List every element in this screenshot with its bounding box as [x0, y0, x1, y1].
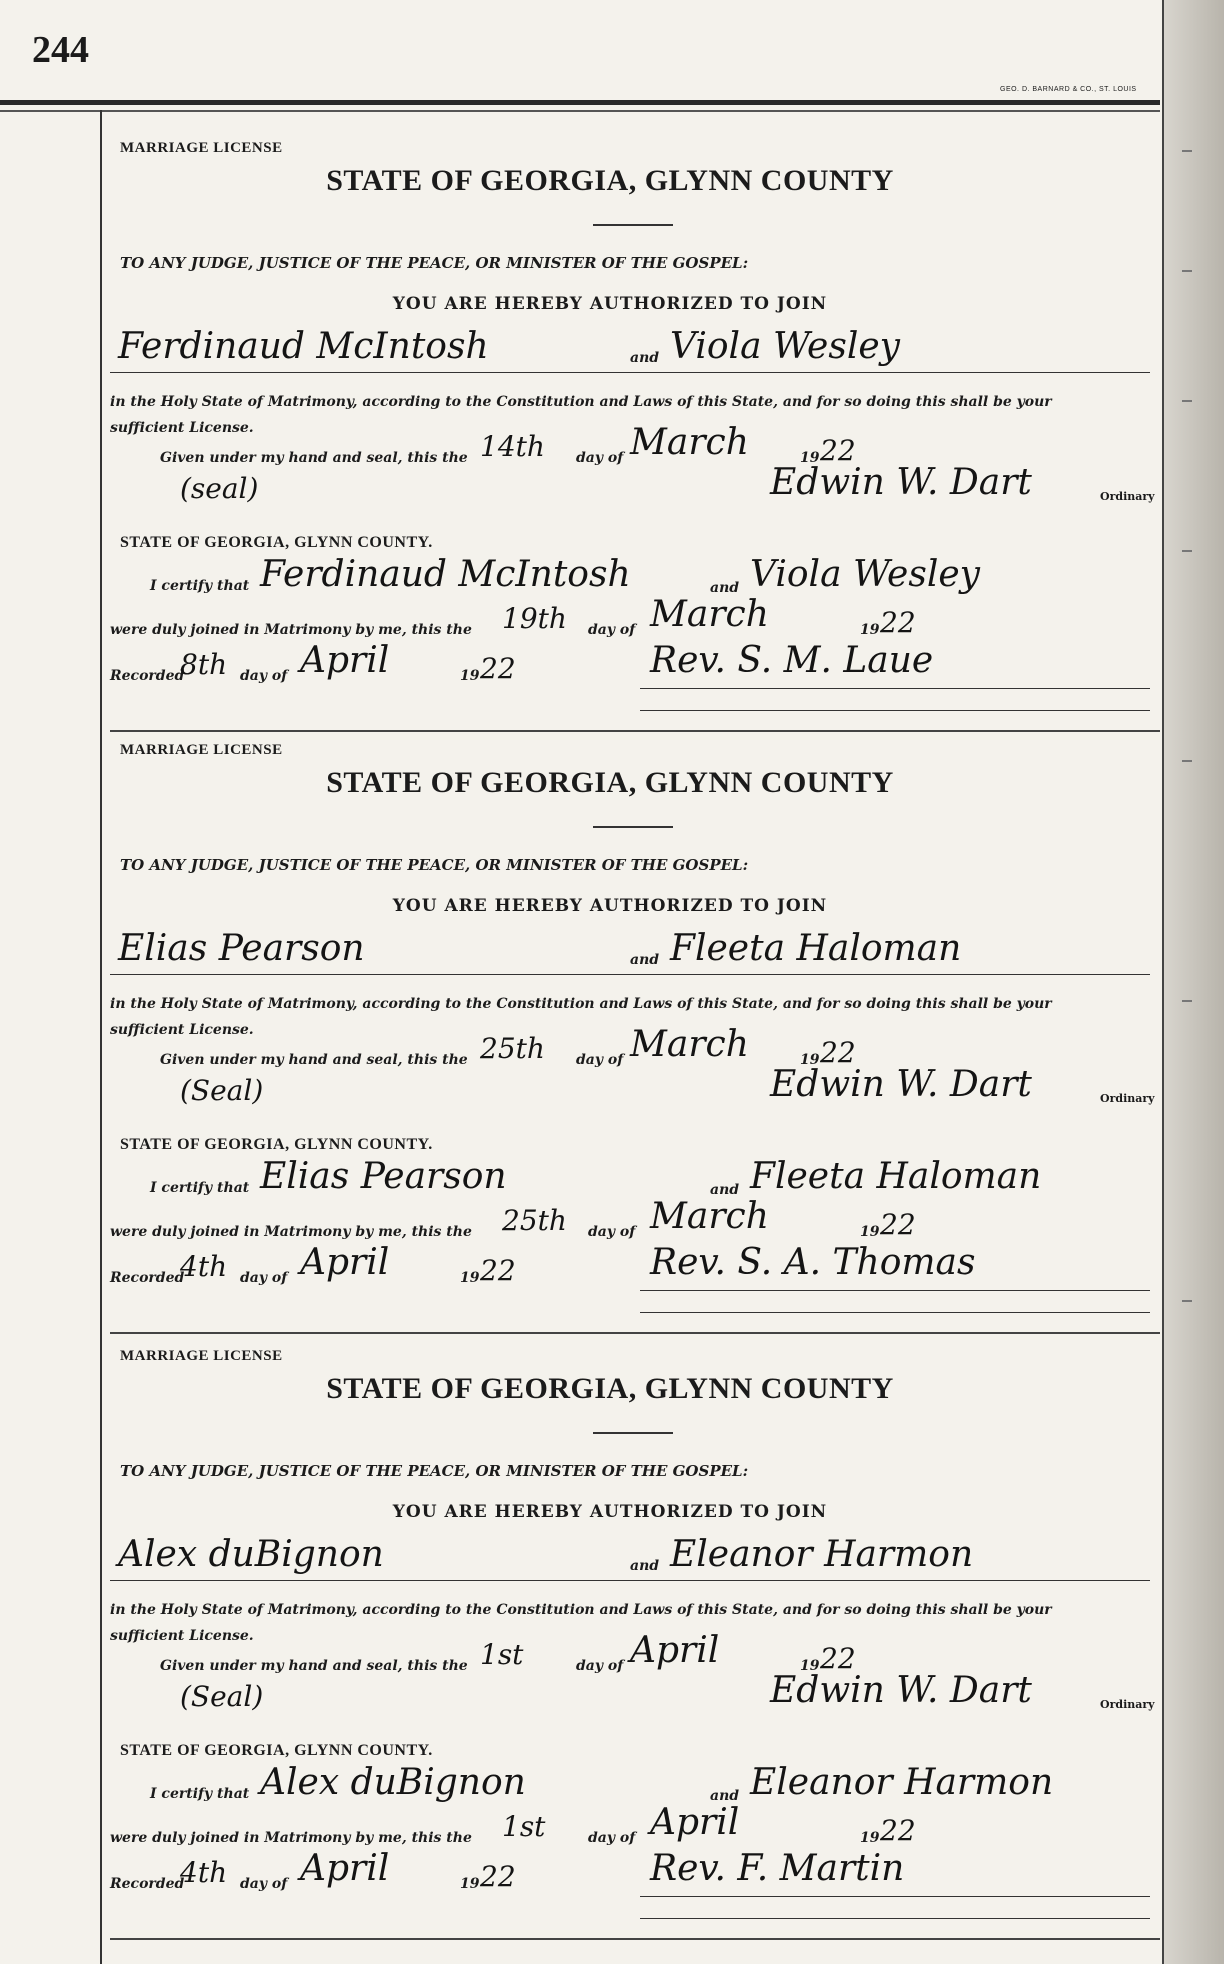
given-under-text: Given under my hand and seal, this the: [160, 1052, 468, 1068]
ordinary-signature: Edwin W. Dart: [770, 1064, 1032, 1105]
certified-bride: Fleeta Haloman: [750, 1156, 1042, 1197]
marriage-license-entry: [110, 140, 1160, 740]
and-label: and: [630, 350, 660, 366]
recorded-day: 4th: [180, 1856, 228, 1889]
year-prefix: 19: [460, 1270, 480, 1286]
married-year: 22: [880, 1208, 916, 1241]
authorized-to-join: YOU ARE HEREBY AUTHORIZED TO JOIN: [392, 294, 828, 314]
officiant-line-2: [640, 1918, 1150, 1919]
license-heading: MARRIAGE LICENSE: [120, 742, 283, 758]
license-day: 1st: [480, 1638, 524, 1671]
given-under-text: Given under my hand and seal, this the: [160, 450, 468, 466]
year-prefix: 19: [860, 1830, 880, 1846]
ordinary-label: Ordinary: [1100, 1698, 1155, 1711]
year-prefix: 19: [860, 1224, 880, 1240]
license-month: March: [630, 1024, 749, 1065]
recorded-month: April: [300, 1242, 390, 1283]
left-margin-rule: [100, 110, 102, 1964]
officiant-line-2: [640, 710, 1150, 711]
state-title: STATE OF GEORGIA, GLYNN COUNTY: [326, 1372, 894, 1405]
duly-joined-text: were duly joined in Matrimony by me, this the: [110, 1224, 472, 1240]
license-day: 25th: [480, 1032, 545, 1065]
year-prefix: 19: [860, 622, 880, 638]
entry-divider: [110, 730, 1160, 732]
officiant-line: [640, 688, 1150, 689]
officiant-line: [640, 1290, 1150, 1291]
certified-groom: Alex duBignon: [260, 1762, 526, 1803]
certified-bride: Eleanor Harmon: [750, 1762, 1054, 1803]
year-prefix: 19: [460, 1876, 480, 1892]
certified-groom: Ferdinaud McIntosh: [260, 554, 631, 595]
i-certify-text: I certify that: [150, 1786, 250, 1802]
recorded-year: 22: [480, 1254, 516, 1287]
bride-name: Eleanor Harmon: [670, 1534, 974, 1575]
state-title: STATE OF GEORGIA, GLYNN COUNTY: [326, 164, 894, 197]
and-label: and: [710, 1788, 740, 1804]
seal-mark: (Seal): [180, 1074, 264, 1107]
officiant-line-2: [640, 1312, 1150, 1313]
officiant-signature: Rev. S. M. Laue: [650, 640, 934, 681]
license-heading: MARRIAGE LICENSE: [120, 140, 283, 156]
year-prefix: 19: [800, 450, 820, 466]
title-underline: [593, 1432, 673, 1434]
holy-state-text: in the Holy State of Matrimony, according to the Constitution and Laws of this State, and for so doing this shall be your: [110, 394, 1052, 410]
and-label: and: [710, 1182, 740, 1198]
recorded-label: Recorded: [110, 1876, 185, 1892]
duly-joined-text: were duly joined in Matrimony by me, this the: [110, 1830, 472, 1846]
seal-mark: (seal): [180, 472, 259, 505]
holy-state-text: in the Holy State of Matrimony, according to the Constitution and Laws of this State, and for so doing this shall be your: [110, 1602, 1052, 1618]
license-day: 14th: [480, 430, 545, 463]
year-prefix: 19: [800, 1052, 820, 1068]
recorded-month: April: [300, 1848, 390, 1889]
married-month: April: [650, 1802, 740, 1843]
page-number: 244: [32, 29, 89, 71]
top-rule: [0, 100, 1160, 105]
groom-name: Alex duBignon: [118, 1534, 384, 1575]
day-of-label: day of: [576, 1658, 624, 1674]
state-title: STATE OF GEORGIA, GLYNN COUNTY: [326, 766, 894, 799]
officiant-line: [640, 1896, 1150, 1897]
duly-joined-text: were duly joined in Matrimony by me, this the: [110, 622, 472, 638]
entry-divider: [110, 1332, 1160, 1334]
license-month: April: [630, 1630, 720, 1671]
day-of-label: day of: [240, 668, 288, 684]
bride-name: Fleeta Haloman: [670, 928, 962, 969]
i-certify-text: I certify that: [150, 1180, 250, 1196]
year-prefix: 19: [800, 1658, 820, 1674]
authorized-to-join: YOU ARE HEREBY AUTHORIZED TO JOIN: [392, 896, 828, 916]
recorded-year: 22: [480, 1860, 516, 1893]
title-underline: [593, 826, 673, 828]
sufficient-license: sufficient License.: [110, 420, 254, 436]
to-any-judge: TO ANY JUDGE, JUSTICE OF THE PEACE, OR MINISTER OF THE GOSPEL:: [120, 254, 749, 272]
officiant-signature: Rev. F. Martin: [650, 1848, 905, 1889]
license-year: 22: [820, 1642, 856, 1675]
ordinary-signature: Edwin W. Dart: [770, 462, 1032, 503]
day-of-label: day of: [576, 1052, 624, 1068]
married-day: 1st: [502, 1810, 546, 1843]
recorded-year: 22: [480, 652, 516, 685]
recorded-label: Recorded: [110, 1270, 185, 1286]
sufficient-license: sufficient License.: [110, 1022, 254, 1038]
officiant-signature: Rev. S. A. Thomas: [650, 1242, 976, 1283]
certificate-title: STATE OF GEORGIA, GLYNN COUNTY.: [120, 1136, 433, 1153]
license-year: 22: [820, 1036, 856, 1069]
married-year: 22: [880, 606, 916, 639]
recorded-day: 8th: [180, 648, 228, 681]
license-year: 22: [820, 434, 856, 467]
i-certify-text: I certify that: [150, 578, 250, 594]
bride-name: Viola Wesley: [670, 326, 900, 367]
names-line: [110, 1580, 1150, 1581]
names-line: [110, 372, 1150, 373]
to-any-judge: TO ANY JUDGE, JUSTICE OF THE PEACE, OR MINISTER OF THE GOSPEL:: [120, 1462, 749, 1480]
certified-groom: Elias Pearson: [260, 1156, 507, 1197]
ordinary-signature: Edwin W. Dart: [770, 1670, 1032, 1711]
top-rule-thin: [0, 110, 1160, 112]
married-year: 22: [880, 1814, 916, 1847]
groom-name: Ferdinaud McIntosh: [118, 326, 489, 367]
printer-imprint: GEO. D. BARNARD & CO., ST. LOUIS: [1000, 86, 1137, 93]
authorized-to-join: YOU ARE HEREBY AUTHORIZED TO JOIN: [392, 1502, 828, 1522]
married-day: 19th: [502, 602, 567, 635]
certificate-title: STATE OF GEORGIA, GLYNN COUNTY.: [120, 534, 433, 551]
married-day: 25th: [502, 1204, 567, 1237]
recorded-month: April: [300, 640, 390, 681]
title-underline: [593, 224, 673, 226]
recorded-label: Recorded: [110, 668, 185, 684]
year-prefix: 19: [460, 668, 480, 684]
given-under-text: Given under my hand and seal, this the: [160, 1658, 468, 1674]
entry-divider: [110, 1938, 1160, 1940]
holy-state-text: in the Holy State of Matrimony, according to the Constitution and Laws of this State, and for so doing this shall be your: [110, 996, 1052, 1012]
day-of-label: day of: [576, 450, 624, 466]
marriage-license-entry: [110, 742, 1160, 1342]
seal-mark: (Seal): [180, 1680, 264, 1713]
and-label: and: [630, 952, 660, 968]
married-month: March: [650, 1196, 769, 1237]
binding-edge: [1162, 0, 1224, 1964]
certified-bride: Viola Wesley: [750, 554, 980, 595]
sufficient-license: sufficient License.: [110, 1628, 254, 1644]
day-of-label: day of: [588, 1224, 636, 1240]
to-any-judge: TO ANY JUDGE, JUSTICE OF THE PEACE, OR MINISTER OF THE GOSPEL:: [120, 856, 749, 874]
marriage-license-entry: [110, 1348, 1160, 1948]
recorded-day: 4th: [180, 1250, 228, 1283]
license-month: March: [630, 422, 749, 463]
names-line: [110, 974, 1150, 975]
ordinary-label: Ordinary: [1100, 1092, 1155, 1105]
and-label: and: [630, 1558, 660, 1574]
groom-name: Elias Pearson: [118, 928, 365, 969]
and-label: and: [710, 580, 740, 596]
day-of-label: day of: [240, 1876, 288, 1892]
ordinary-label: Ordinary: [1100, 490, 1155, 503]
certificate-title: STATE OF GEORGIA, GLYNN COUNTY.: [120, 1742, 433, 1759]
day-of-label: day of: [588, 622, 636, 638]
day-of-label: day of: [240, 1270, 288, 1286]
day-of-label: day of: [588, 1830, 636, 1846]
married-month: March: [650, 594, 769, 635]
license-heading: MARRIAGE LICENSE: [120, 1348, 283, 1364]
